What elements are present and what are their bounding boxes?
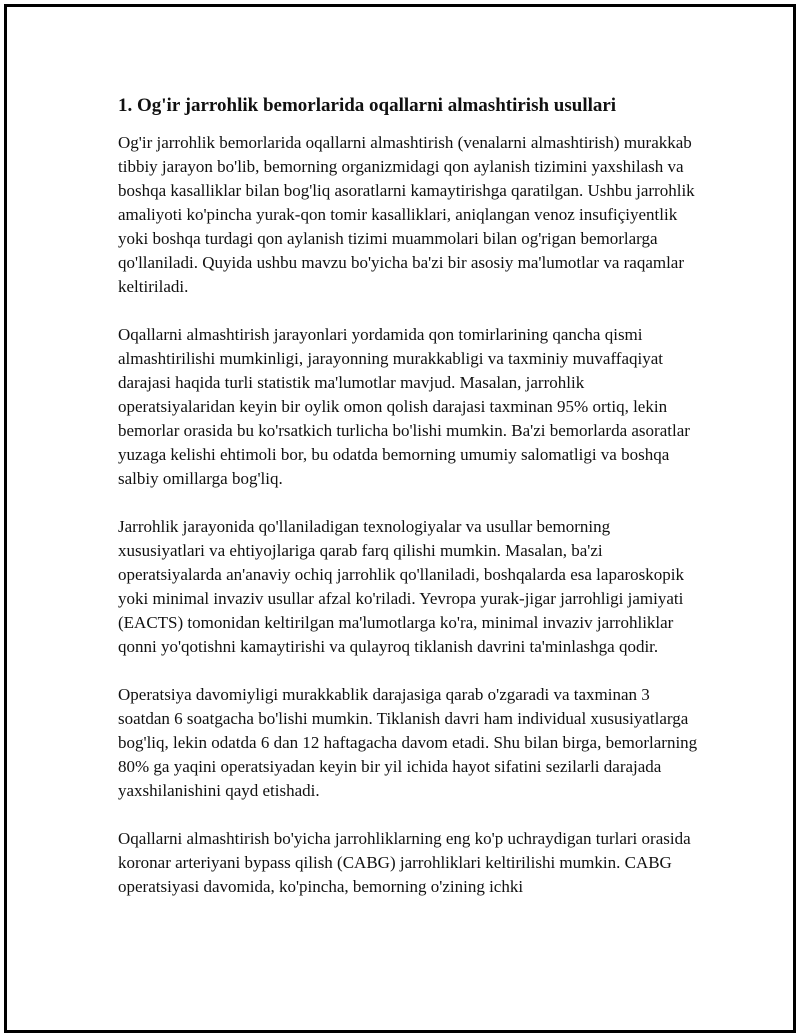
document-body [118, 93, 698, 899]
section-heading: 1. Og'ir jarrohlik bemorlarida oqallarni almashtirish usullari [118, 95, 617, 116]
paragraph-3: Jarrohlik jarayonida qo'llaniladigan texnologiyalar va usullar bemorning xususiyatlari va ehtiyojlariga qarab farq qilishi mumkin. Masalan, ba'zi operatsiyalarda an'anaviy ochiq jarrohlik qo'llaniladi, boshqalarda esa laparoskopik yoki minimal invaziv usullar afzal ko'riladi. Yevropa yurak-jigar jarrohligi jamiyati (EACTS) tomonidan keltirilgan ma'lumotlarga ko'ra, minimal invaziv jarrohliklar qonni yo'qotishni kamaytirishi va qulayroq tiklanish davrini ta'minlashga qodir. [118, 517, 684, 656]
paragraph-2: Oqallarni almashtirish jarayonlari yordamida qon tomirlarining qancha qismi almashtirilishi mumkinligi, jarayonning murakkabligi va taxminiy muvaffaqiyat darajasi haqida turli statistik ma'lumotlar mavjud. Masalan, jarrohlik operatsiyalaridan keyin bir oylik omon qolish darajasi taxminan 95% ortiq, lekin bemorlar orasida bu ko'rsatkich turlicha bo'lishi mumkin. Ba'zi bemorlarda asoratlar yuzaga kelishi ehtimoli bor, bu odatda bemorning umumiy salomatligi va boshqa salbiy omillarga bog'liq. [118, 325, 690, 488]
paragraph-4: Operatsiya davomiyligi murakkablik darajasiga qarab o'zgaradi va taxminan 3 soatdan 6 soatgacha bo'lishi mumkin. Tiklanish davri ham individual xususiyatlarga bog'liq, lekin odatda 6 dan 12 haftagacha davom etadi. Shu bilan birga, bemorlarning 80% ga yaqini operatsiyadan keyin bir yil ichida hayot sifatini sezilarli darajada yaxshilanishini qayd etishadi. [118, 685, 698, 800]
paragraph-5: Oqallarni almashtirish bo'yicha jarrohliklarning eng ko'p uchraydigan turlari orasida koronar arteriyani bypass qilish (CABG) jarrohliklari keltirilishi mumkin. CABG operatsiyasi davomida, ko'pincha, bemorning o'zining ichki [118, 829, 691, 896]
paragraph-1: Og'ir jarrohlik bemorlarida oqallarni almashtirish (venalarni almashtirish) murakkab tibbiy jarayon bo'lib, bemorning organizmidagi qon aylanish tizimini yaxshilash va boshqa kasalliklar bilan bog'liq asoratlarni kamaytirishga qaratilgan. Ushbu jarrohlik amaliyoti ko'pincha yurak-qon tomir kasalliklari, aniqlangan venoz insufiçiyentlik yoki boshqa turdagi qon aylanish tizimi muammolari bilan og'rigan bemorlarga qo'llaniladi. Quyida ushbu mavzu bo'yicha ba'zi bir asosiy ma'lumotlar va raqamlar keltiriladi. [118, 133, 695, 296]
